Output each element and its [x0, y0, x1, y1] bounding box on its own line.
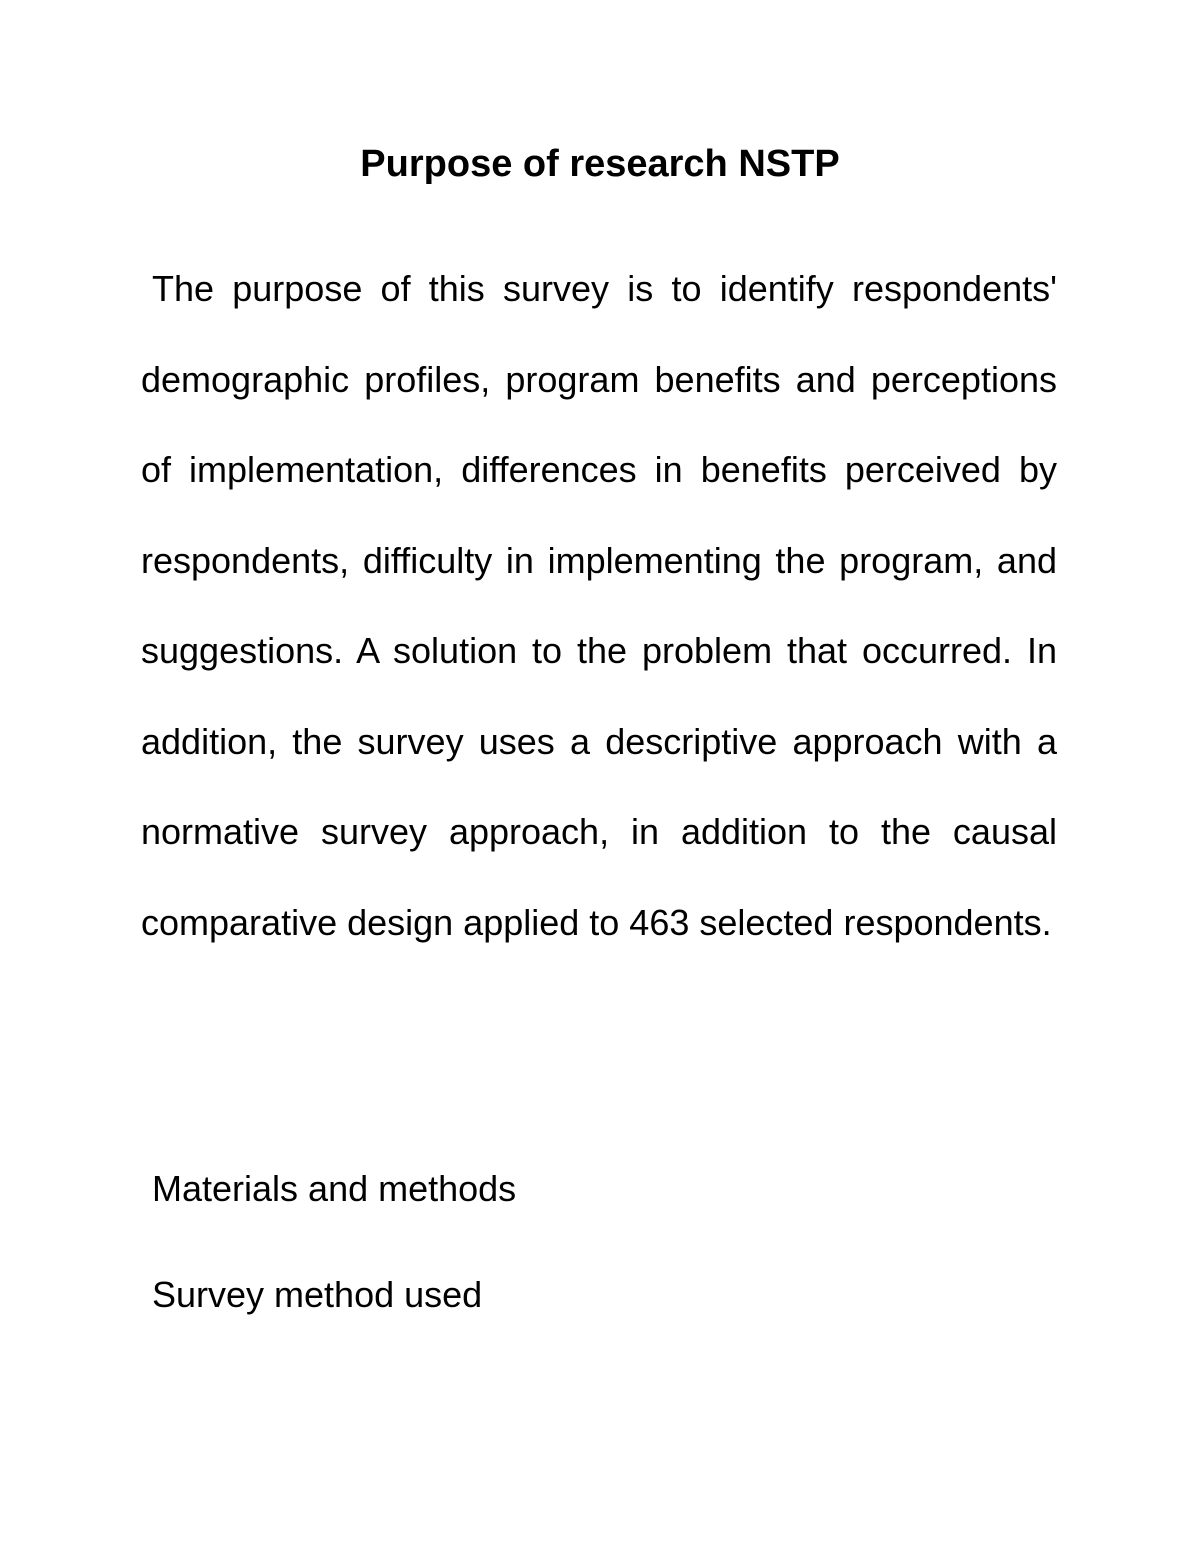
survey-method-heading: Survey method used	[152, 1274, 483, 1315]
document-title: Purpose of research NSTP	[360, 143, 840, 185]
purpose-paragraph: The purpose of this survey is to identify respondents' demographic profiles, program benefits and perceptions of implementation, differences in benefits perceived by respondents, difficulty in implementing the program, and suggestions. A solution to the problem that occurred. In addition, the survey uses a descriptive approach with a normative survey approach, in addition to the causal comparative design applied to 463 selected respondents.	[141, 268, 1057, 943]
materials-and-methods-heading: Materials and methods	[152, 1168, 517, 1209]
